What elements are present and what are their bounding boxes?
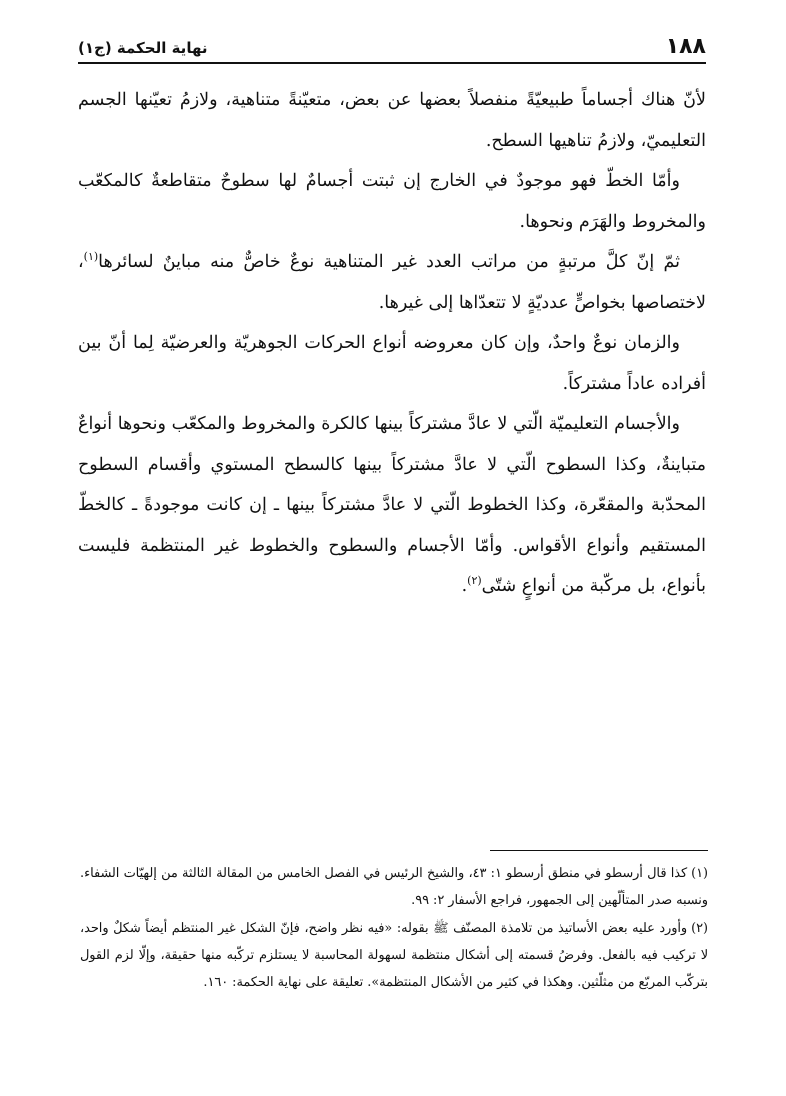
footnote-1	[80, 860, 708, 915]
paragraph-3	[78, 242, 706, 323]
paragraph-3-text-end: ، لاختصاصها بخواصٍّ عدديّةٍ لا تتعدّاها إلى غيرها.	[78, 252, 706, 313]
paragraph-4: والزمان نوعٌ واحدٌ، وإن كان معروضه أنواع الحركات الجوهريّة والعرضيّة لِما أنّ بين أفراده عاداً مشتركاً.	[78, 333, 706, 394]
page-header	[78, 28, 706, 64]
paragraph-5	[78, 404, 706, 607]
footnote-divider	[490, 850, 708, 851]
paragraph-2: وأمّا الخطّ فهو موجودٌ في الخارج إن ثبتت أجسامٌ لها سطوحٌ متقاطعةٌ كالمكعّب والمخروط والهَرَم ونحوها.	[78, 171, 706, 232]
paragraph-5-text: والأجسام التعليميّة الّتي لا عادَّ مشتركاً بينها كالكرة والمخروط والمكعّب ونحوها أنواعٌ متباينةٌ، وكذا السطوح الّتي لا عادَّ مشتركاً بينها كالسطح المستوي وأقسام السطوح المحدّبة والمقعّرة، وكذا الخطوط الّتي لا عادَّ مشتركاً بينها ـ إن كانت موجودةً ـ كالخطّ المستقيم وأنواع الأقواس. وأمّا الأجسام والسطوح والخطوط غير المنتظمة فليست بأنواع، بل مركّبة من أنواعٍ شتّى	[78, 414, 706, 596]
paragraph-5-end: .	[461, 576, 468, 596]
footnote-1-marker: (١)	[691, 866, 708, 881]
footnote-2-text: وأورد عليه بعض الأساتيذ من تلامذة المصنّف ﷺ بقوله: «فيه نظر واضح، فإنّ الشكل غير المنتظم أيضاً شكلٌ واحد، لا تركيب فيه بالفعل. وفرضُ قسمته إلى أشكال منتظمة لسهولة المحاسبة لا يستلزم تركّبه منها حقيقة، وإلّا لزم القول بتركّب المربّع من مثلّثين. وهكذا في كثير من الأشكال المنتظمة». تعليقة على نهاية الحكمة: ١٦٠.	[80, 920, 708, 991]
footnote-2	[80, 915, 708, 997]
footnotes	[80, 860, 708, 996]
footnote-ref-1[interactable]: (١)	[83, 250, 99, 264]
main-text	[78, 80, 706, 607]
running-title: نهاية الحكمة (ج١)	[78, 39, 208, 57]
footnote-1-text: كذا قال أرسطو في منطق أرسطو ١: ٤٣، والشيخ الرئيس في الفصل الخامس من المقالة الثالثة من إلهيّات الشفاء. ونسبه صدر المتألّهين إلى الجمهور، فراجع الأسفار ٢: ٩٩.	[80, 866, 708, 909]
footnote-ref-2[interactable]: (٢)	[467, 574, 482, 588]
paragraph-3-text-start: ثمّ إنّ كلَّ مرتبةٍ من مراتب العدد غير المتناهية نوعٌ خاصٌّ منه مباينٌ لسائرها	[98, 252, 680, 272]
footnote-2-marker: (٢)	[691, 920, 708, 936]
paragraph-1: لأنّ هناك أجساماً طبيعيّةً منفصلاً بعضها عن بعض، متعيّنةً متناهية، ولازمُ تعيّنها الجسم التعليميّ، ولازمُ تناهيها السطح.	[78, 90, 706, 151]
page-number: ١٨٨	[665, 34, 706, 59]
